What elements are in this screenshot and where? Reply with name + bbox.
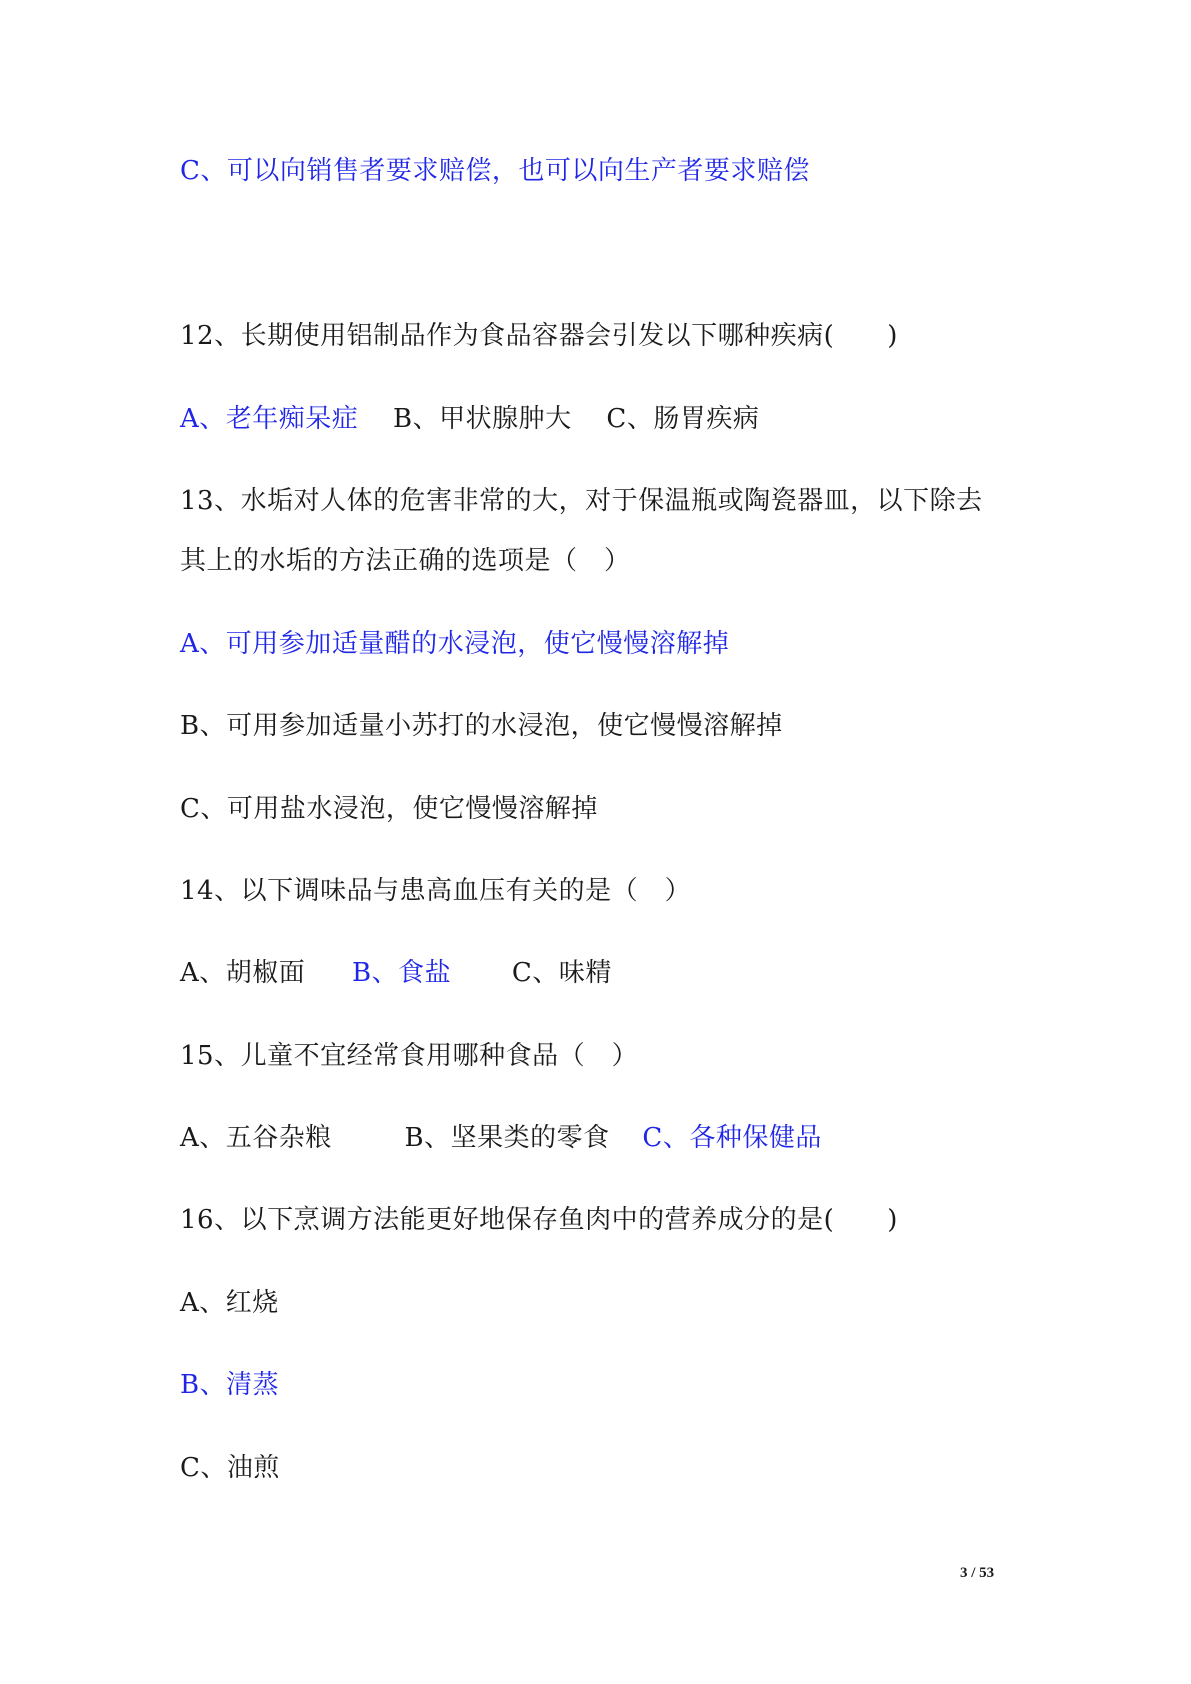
q15-options [180, 1121, 822, 1155]
q15-option-b: B、坚果类的零食 [404, 1123, 610, 1153]
q12-options [180, 402, 759, 436]
q15-option-a: A、五谷杂粮 [180, 1123, 332, 1153]
page-number: 3 / 53 [960, 1565, 995, 1581]
q15-option-c: C、各种保健品 [642, 1123, 822, 1153]
q14-option-a: A、胡椒面 [180, 958, 306, 988]
q16-option-a: A、红烧 [180, 1288, 279, 1318]
q12-option-c: C、肠胃疾病 [606, 404, 760, 434]
question-14: 14、以下调味品与患高血压有关的是（ ） [180, 876, 692, 906]
q13-option-a: A、可用参加适量醋的水浸泡，使它慢慢溶解掉 [180, 629, 730, 659]
q13-option-c: C、可用盐水浸泡，使它慢慢溶解掉 [180, 794, 598, 824]
question-15: 15、儿童不宜经常食用哪种食品（ ） [180, 1041, 639, 1071]
q16-option-c: C、油煎 [180, 1453, 280, 1483]
question-13-line-1: 13、水垢对人体的危害非常的大，对于保温瓶或陶瓷器皿，以下除去 [180, 486, 983, 516]
q13-option-b: B、可用参加适量小苏打的水浸泡，使它慢慢溶解掉 [180, 711, 783, 741]
q12-option-b: B、甲状腺肿大 [393, 404, 572, 434]
q14-option-b: B、食盐 [352, 958, 452, 988]
question-13-line-2: 其上的水垢的方法正确的选项是（ ） [180, 546, 631, 576]
q12-option-a: A、老年痴呆症 [180, 404, 359, 434]
q11-option-c: C、可以向销售者要求赔偿，也可以向生产者要求赔偿 [180, 156, 810, 186]
q14-options [180, 956, 612, 990]
question-16: 16、以下烹调方法能更好地保存鱼肉中的营养成分的是( ) [180, 1205, 898, 1235]
q16-option-b: B、清蒸 [180, 1370, 280, 1400]
q14-option-c: C、味精 [511, 958, 612, 988]
question-12: 12、长期使用铝制品作为食品容器会引发以下哪种疾病( ) [180, 321, 898, 351]
